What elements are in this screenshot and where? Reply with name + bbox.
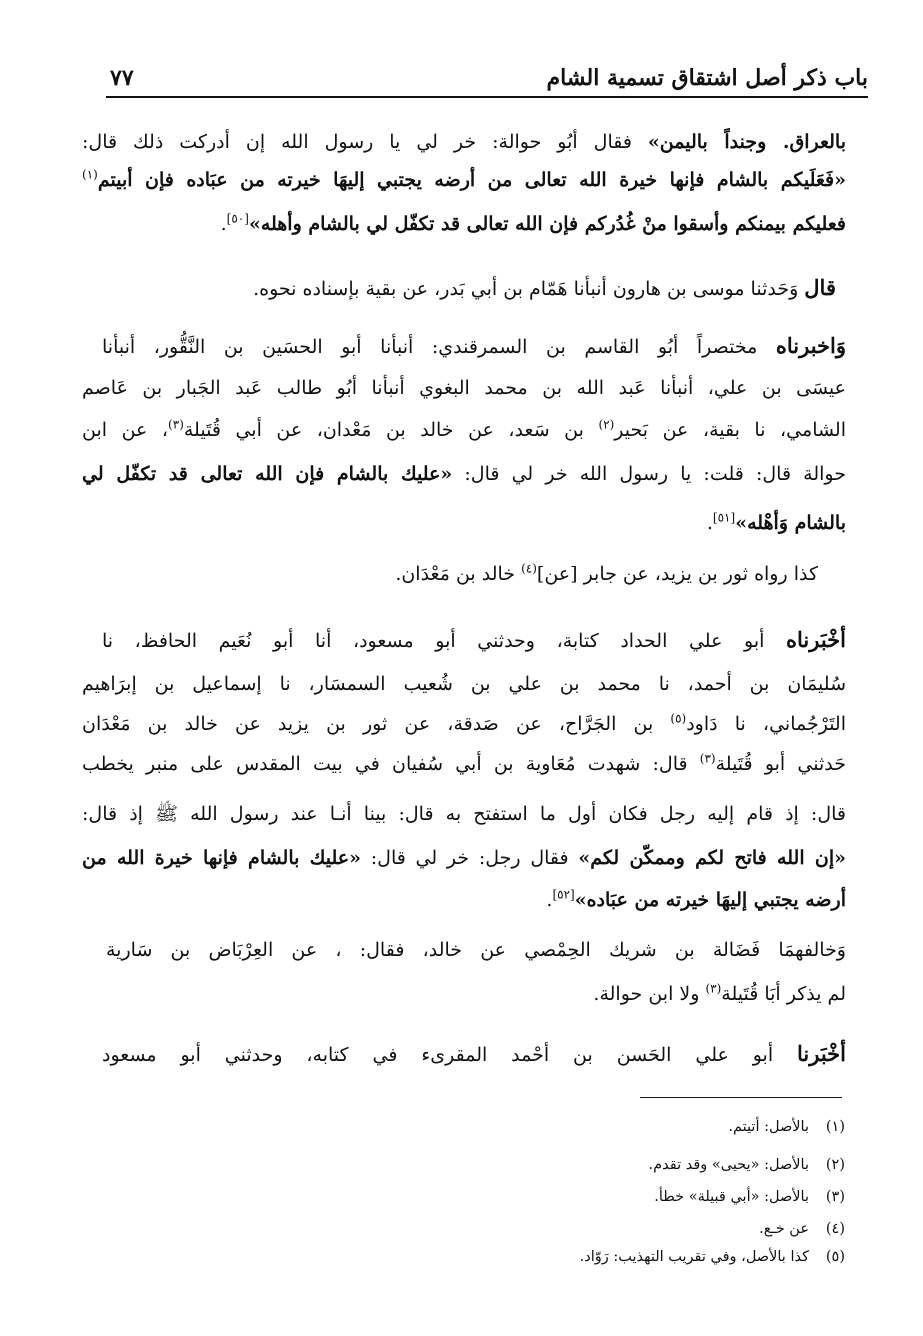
footnote-marker: (٢) [598, 417, 615, 432]
text-span: خالد بن مَعْدَان. [395, 563, 522, 585]
page-number: ٧٧ [110, 65, 134, 91]
footnote-text: بالأصل: أتيتم. [728, 1119, 809, 1135]
footnote-marker: (١) [82, 167, 98, 182]
hadith-text: «عليك بالشام فإنها خيرة الله من [82, 847, 361, 869]
text-span: قال: إذ قام إليه رجل فكان أول ما استفتح به قال: بينا أنـا عند رسول الله ﷺ إذ قال: [82, 803, 846, 825]
lead-word: أخْبَرنا [797, 1041, 846, 1066]
hadith-text: «إن الله فاتح لكم وممكّن لكم» [578, 847, 847, 869]
text-line [82, 206, 846, 242]
footnote-separator [640, 1097, 842, 1098]
text-line [106, 932, 846, 968]
hadith-text: بالشام وَأهْله» [735, 512, 846, 534]
text-line [82, 556, 818, 592]
text-span: فقال رجل: خر لي قال: [361, 847, 579, 869]
footnote-marker: (٣) [168, 417, 184, 432]
text-line [82, 370, 846, 406]
text-span: أبو علي الحَسن بن أحْمد المقرىء في كتابه، وحدثني أبو مسعود [102, 1044, 798, 1066]
footnote-marker: (٥) [670, 711, 687, 726]
text-line [82, 882, 846, 918]
lead-word: قال [804, 275, 836, 300]
text-span: أبو علي الحداد كتابة، وحدثني أبو مسعود، أنا أبو نُعَيم الحافظ، نا [102, 630, 786, 652]
text-span: وَخالفهمَا فَضَالة بن شريك الحِمْصي عن خالد، فقال: ، عن العِرْبَاض بن سَارية [106, 939, 846, 961]
quote-text: بالعراق. وجنداً باليمن» [647, 131, 846, 153]
text-line [82, 976, 846, 1012]
footnote-text: كذا بالأصل، وفي تقريب التهذيب: رَوّاد. [579, 1249, 809, 1265]
text-span: لم يذكر أبَا قُتَيلة [721, 983, 846, 1005]
footnote-marker: (٣) [705, 981, 722, 996]
text-line [82, 746, 846, 782]
text-line [82, 840, 846, 876]
text-span: الشامي، نا بقية، عن بَحير [614, 419, 846, 441]
text-span: بن سَعد، عن خالد بن مَعْدان، عن أبي قُتَيلة [183, 419, 599, 441]
text-line [102, 1036, 846, 1072]
text-line [82, 666, 846, 702]
text-line [82, 706, 846, 742]
text-span: . [706, 512, 713, 534]
lead-word: أخْبَرناه [786, 627, 846, 652]
hadith-text: «فَعَلَيكم بالشام فإنها خيرة الله تعالى من أرضه يجتبي إليهَا خيرته من عبَاده فإن أبيتم [97, 169, 846, 191]
footnote [649, 1152, 845, 1178]
footnote-number: (٤) [825, 1221, 845, 1237]
footnote-text: بالأصل: «أبي قبيلة» خطأ. [654, 1189, 809, 1205]
footnote [759, 1216, 845, 1242]
text-line [82, 162, 846, 198]
footnote-text: عن خـع. [759, 1221, 809, 1237]
reference-marker: [٥١] [712, 510, 736, 525]
running-title: باب ذكر أصل اشتقاق تسمية الشام [546, 65, 868, 91]
text-line [82, 796, 846, 832]
footnote-number: (٣) [825, 1189, 845, 1205]
text-line [102, 328, 846, 364]
footnote [654, 1184, 845, 1210]
text-span: قال: شهدت مُعَاوية بن أبي سُفيان في بيت المقدس على منبر يخطب [82, 753, 700, 775]
text-line [82, 456, 846, 492]
text-span: التَرْجُماني، نا دَاود [686, 713, 846, 735]
reference-marker: [٥٠] [226, 211, 249, 226]
lead-word: وَاخبرناه [775, 333, 846, 358]
text-span: حوالة قال: قلت: يا رسول الله خر لي قال: [452, 463, 846, 485]
text-line [82, 412, 846, 448]
text-span: مختصراً أبُو القاسم بن السمرقندي: أنبأنا أبو الحسَين بن النَّقُّور، أنبأنا [102, 336, 776, 358]
text-span: . [220, 213, 227, 235]
footnote-number: (٢) [825, 1157, 845, 1173]
text-span: كذا رواه ثور بن يزيد، عن جابر [عن] [536, 563, 818, 585]
hadith-text: «عليك بالشام فإن الله تعالى قد تكفّل لي [82, 463, 453, 485]
text-line [82, 124, 846, 160]
footnote [580, 1244, 845, 1270]
page-header [106, 56, 868, 98]
footnote-number: (٥) [825, 1249, 845, 1265]
footnote-text: بالأصل: «يحيى» وقد تقدم. [648, 1157, 809, 1173]
text-line [82, 270, 836, 306]
footnote-number: (١) [825, 1119, 845, 1135]
text-span: عيسَى بن علي، أنبأنا عَبد الله بن محمد البغوي أنبأنا أبُو طالب عَبد الجَبار بن عَاصم [82, 377, 846, 399]
text-span: وَحَدثنا موسى بن هارون أنبأنا هَمّام بن أبي بَدر، عن بقية بإسناده نحوه. [253, 278, 805, 300]
text-span: فقال أبُو حوالة: خر لي يا رسول الله إن أدركت ذلك قال: [82, 131, 648, 153]
reference-marker: [٥٢] [552, 887, 575, 902]
text-span: ، عن ابن [82, 419, 169, 441]
footnote [728, 1114, 845, 1140]
text-span: بن الجَرَّاح، عن صَدقة، عن ثور بن يزيد عن خالد بن مَعْدَان [82, 713, 671, 735]
footnote-marker: (٣) [699, 751, 716, 766]
text-span: حَدثني أبو قُتَيلة [715, 753, 846, 775]
text-line [102, 622, 846, 658]
text-span: سُليمَان بن أحمد، نا محمد بن علي بن شُعيب السمسَار، نا إسماعيل بن إبرَاهيم [82, 673, 846, 695]
text-span: . [546, 889, 553, 911]
text-line [82, 505, 846, 541]
hadith-text: فعليكم بيمنكم وأسقوا منْ غُدُركم فإن الله تعالى قد تكفّل لي بالشام وأهله» [248, 213, 846, 235]
footnote-marker: (٤) [521, 561, 537, 576]
hadith-text: أرضه يجتبي إليهَا خيرته من عبَاده» [574, 889, 846, 911]
text-span: ولا ابن حوالة. [593, 983, 706, 1005]
